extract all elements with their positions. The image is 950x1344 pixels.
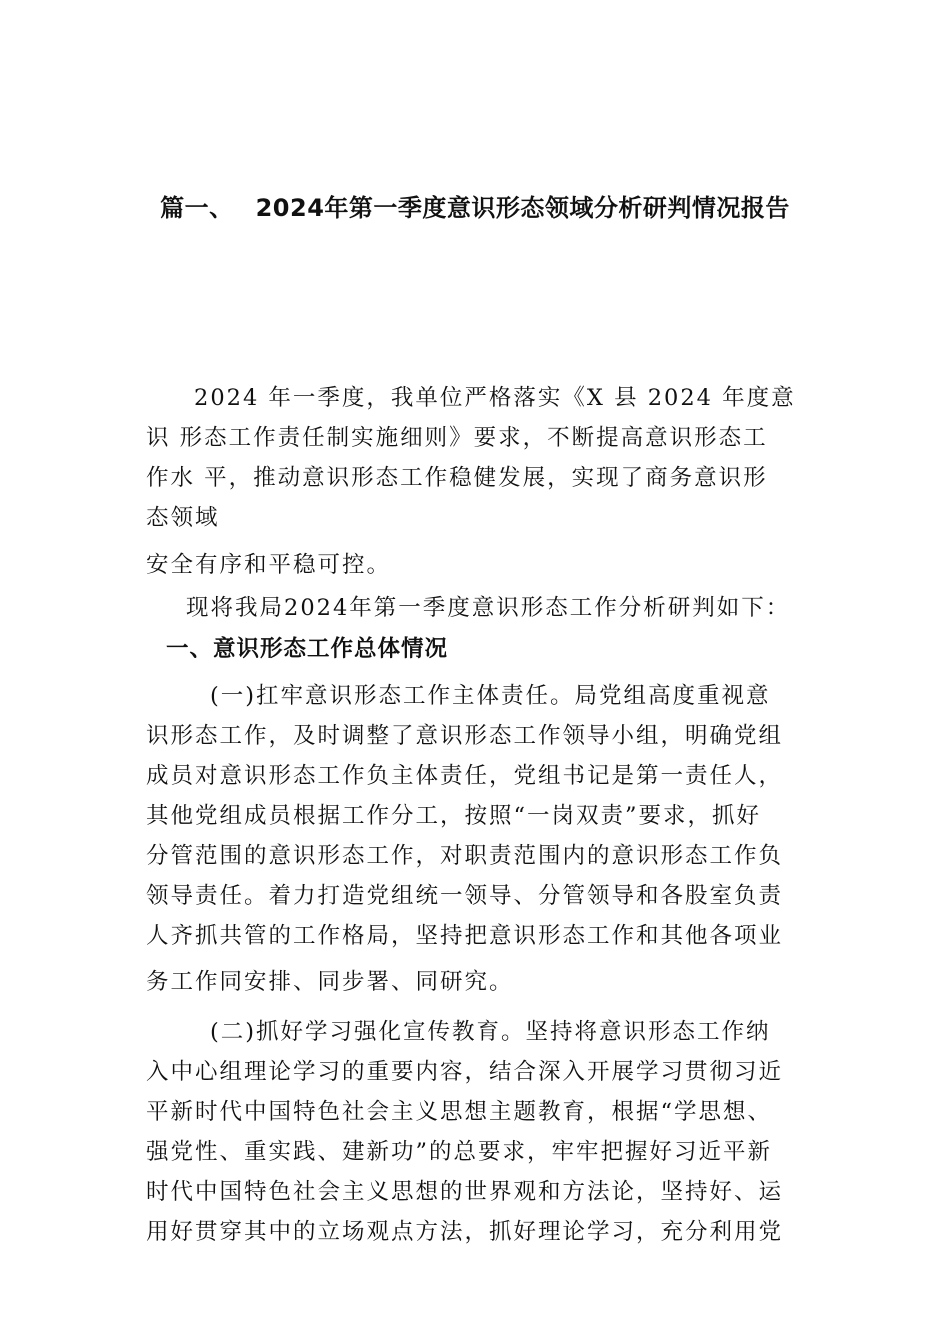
- paragraph-line: 入中心组理论学习的重要内容，结合深入开展学习贯彻习近: [146, 1059, 784, 1085]
- intro-line: 作水 平，推动意识形态工作稳健发展，实现了商务意识形: [146, 465, 768, 491]
- intro-line: 识 形态工作责任制实施细则》要求，不断提高意识形态工: [146, 425, 768, 451]
- paragraph-1: [146, 676, 810, 956]
- intro-paragraph: [146, 378, 810, 538]
- paragraph-line: 成员对意识形态工作负主体责任，党组书记是第一责任人，: [146, 763, 784, 789]
- intro-tail: [146, 545, 810, 585]
- section-heading: 一、意识形态工作总体情况: [166, 636, 449, 662]
- lead-line-text: 现将我局2024年第一季度意识形态工作分析研判如下：: [186, 595, 791, 621]
- paragraph-1-tail: [146, 962, 810, 1002]
- intro-tail-line: 安全有序和平稳可控。: [146, 552, 392, 578]
- paragraph-2: [146, 1012, 810, 1252]
- paragraph-line: 其他党组成员根据工作分工，按照“一岗双责”要求，抓好: [146, 803, 762, 829]
- paragraph-line: (二)抓好学习强化宣传教育。坚持将意识形态工作纳: [210, 1019, 771, 1045]
- paragraph-line: (一)扛牢意识形态工作主体责任。局党组高度重视意: [210, 683, 771, 709]
- paragraph-line: 强党性、重实践、建新功”的总要求，牢牢把握好习近平新: [146, 1139, 773, 1165]
- paragraph-tail-line: 务工作同安排、同步署、同研究。: [146, 969, 514, 995]
- document-title: [0, 192, 950, 224]
- paragraph-line: 时代中国特色社会主义思想的世界观和方法论，坚持好、运: [146, 1179, 784, 1205]
- title-prefix: 篇一、: [160, 194, 234, 222]
- intro-line: 态领域: [146, 505, 220, 531]
- title-text: 2024年第一季度意识形态领域分析研判情况报告: [255, 194, 790, 222]
- paragraph-line: 识形态工作，及时调整了意识形态工作领导小组，明确党组: [146, 723, 784, 749]
- paragraph-line: 人齐抓共管的工作格局，坚持把意识形态工作和其他各项业: [146, 923, 784, 949]
- paragraph-line: 用好贯穿其中的立场观点方法，抓好理论学习，充分利用党: [146, 1219, 784, 1245]
- paragraph-line: 领导责任。着力打造党组统一领导、分管领导和各股室负责: [146, 883, 784, 909]
- lead-line: [186, 588, 850, 628]
- intro-line: 2024 年一季度，我单位严格落实《X 县 2024 年度意: [194, 385, 796, 411]
- paragraph-line: 分管范围的意识形态工作，对职责范围内的意识形态工作负: [146, 843, 784, 869]
- paragraph-line: 平新时代中国特色社会主义思想主题教育，根据“学思想、: [146, 1099, 773, 1125]
